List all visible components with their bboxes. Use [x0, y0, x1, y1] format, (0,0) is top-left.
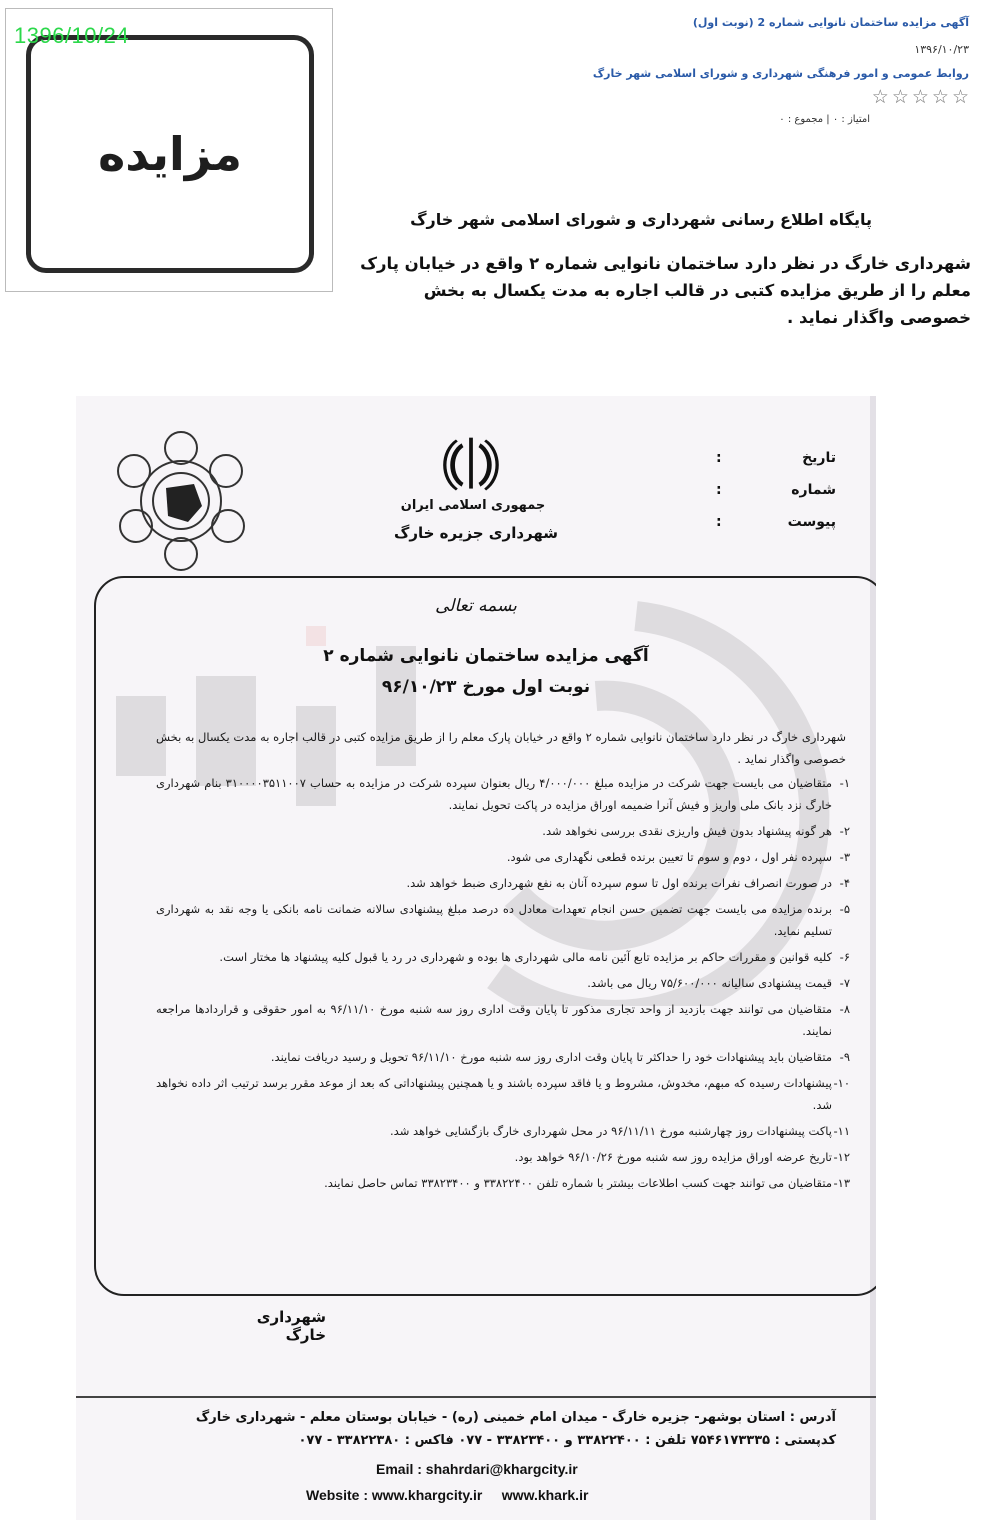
footer-email: Email : shahrdari@khargcity.ir: [376, 1461, 578, 1477]
attachment-label: پیوست: [787, 514, 836, 530]
thumbnail-date: 1396/10/24: [14, 23, 130, 48]
footer-divider: [76, 1396, 876, 1398]
rating-summary: امتیاز : ۰ | مجموع : ۰: [779, 114, 870, 125]
auction-card: [26, 35, 314, 273]
star-icon[interactable]: ☆: [891, 86, 909, 108]
letter-intro: شهرداری خارگ در نظر دارد ساختمان نانوایی شماره ۲ واقع در خیابان پارک معلم را از طریق مزایده کتبی در قالب اجاره به مدت یکسال به بخش خصوصی واگذار نماید .: [156, 730, 846, 766]
intro-paragraph: شهرداری خارگ در نظر دارد ساختمان نانوایی شماره ۲ واقع در خیابان پارک معلم را از طریق مزایده کتبی در قالب اجاره به مدت یکسال به بخش خصوصی واگذار نماید .: [360, 254, 971, 327]
auction-word: مزایده: [98, 127, 242, 181]
site-name: پایگاه اطلاع رسانی شهرداری و شورای اسلامی شهر خارگ: [410, 210, 872, 229]
letter-meta: تاریخ : شماره : پیوست :: [716, 450, 836, 546]
footer-website: Website : www.khargcity.ir www.khark.ir: [306, 1487, 589, 1503]
list-item: ۹- متقاضیان باید پیشنهادات خود را حداکثر تا پایان وقت اداری روز سه شنبه مورخ ۹۶/۱۱/۱۰ تحویل و رسید دریافت نمایند.: [270, 1050, 850, 1064]
emblem-caption: جمهوری اسلامی ایران: [400, 498, 546, 513]
list-item: ۱۲- تاریخ عرضه اوراق مزایده روز سه شنبه مورخ ۹۶/۱۰/۲۶ خواهد بود.: [514, 1150, 850, 1164]
letter-body: [156, 726, 850, 1198]
star-icon[interactable]: ☆: [931, 86, 949, 108]
news-title[interactable]: آگهی مزایده ساختمان نانوایی شماره 2 (نوبت اول): [692, 16, 969, 29]
footer-web: [306, 1461, 726, 1513]
conditions-list: [156, 772, 850, 1194]
municipality-seal-icon: [106, 426, 256, 576]
news-department[interactable]: روابط عمومی و امور فرهنگی شهرداری و شورای اسلامی شهر خارگ: [592, 67, 969, 80]
signature: شهرداری خارگ: [256, 1308, 326, 1344]
star-icon[interactable]: ☆: [911, 86, 929, 108]
thumbnail-image[interactable]: [5, 8, 333, 292]
star-icon[interactable]: ☆: [951, 86, 969, 108]
rating-stars: [872, 88, 969, 107]
list-item: ۴- در صورت انصراف نفرات برنده اول تا سوم سپرده آنان به نفع شهرداری ضبط خواهد شد.: [406, 876, 850, 890]
list-item: ۱۰- پیشنهادات رسیده که مبهم، مخدوش، مشروط و یا فاقد سپرده باشند و یا همچنین پیشنهاداتی که بعد از موعد مقرر برسد ترتیب اثر داده نخواهد شد.: [156, 1076, 850, 1112]
number-label: شماره: [791, 482, 836, 498]
municipality-name: شهرداری جزیره خارگ: [393, 524, 559, 542]
list-item: ۸- متقاضیان می توانند جهت بازدید از واحد تجاری مذکور تا پایان وقت اداری روز سه شنبه مورخ ۹۶/۱۱/۱۰ به امور حقوقی و قراردادها مراجعه نمایند.: [156, 1002, 850, 1038]
auction-title: آگهی مزایده ساختمان نانوایی شماره ۲: [323, 646, 649, 666]
letter-footer: [116, 1406, 836, 1452]
basmala: بسمه تعالی: [435, 596, 517, 616]
footer-contact: کدپستی : ۷۵۴۶۱۷۳۳۳۵ تلفن : ۳۳۸۲۲۴۰۰ و ۳۳۸۲۳۴۰۰ - ۰۷۷ فاکس : ۳۳۸۲۲۳۸۰ - ۰۷۷: [298, 1433, 836, 1448]
list-item: ۶- کلیه قوانین و مقررات حاکم بر مزایده تابع آئین نامه مالی شهرداری ها بوده و شهرداری در رد یا قبول کلیه پیشنهاد ها مختار است.: [219, 950, 850, 964]
list-item: ۱۱- پاکت پیشنهادات روز چهارشنبه مورخ ۹۶/۱۱/۱۱ در محل شهرداری خارگ بازگشایی خواهد شد.: [390, 1124, 850, 1138]
list-item: ۱- متقاضیان می بایست جهت شرکت در مزایده مبلغ ۴/۰۰۰/۰۰۰ ریال بعنوان سپرده شرکت در مزایده به حساب ۳۱۰۰۰۰۳۵۱۱۰۰۷ بنام شهرداری خارگ نزد بانک ملی واریز و فیش آنرا ضمیمه اوراق مزایده در پاکت تحویل نمایند.: [156, 776, 850, 812]
iran-emblem-icon: [431, 432, 511, 498]
news-header: [369, 16, 969, 80]
date-label: تاریخ: [802, 450, 836, 466]
footer-address: آدرس : استان بوشهر- جزیره خارگ - میدان امام خمینی (ره) - خیابان بوستان معلم - شهرداری خارگ: [195, 1410, 836, 1425]
list-item: ۱۳- متقاضیان می توانند جهت کسب اطلاعات بیشتر با شماره تلفن ۳۳۸۲۲۴۰۰ و ۳۳۸۲۳۴۰۰ تماس حاصل نمایند.: [324, 1176, 850, 1190]
news-date: ۱۳۹۶/۱۰/۲۳: [914, 43, 969, 56]
auction-subtitle: نوبت اول مورخ ۹۶/۱۰/۲۳: [381, 677, 591, 697]
star-icon[interactable]: ☆: [871, 86, 889, 108]
list-item: ۲- هر گونه پیشنهاد بدون فیش واریزی نقدی بررسی نخواهد شد.: [542, 824, 850, 838]
scanned-letter: [76, 396, 876, 1520]
list-item: ۷- قیمت پیشنهادی سالیانه ۷۵/۶۰۰/۰۰۰ ریال می باشد.: [587, 976, 850, 990]
list-item: ۵- برنده مزایده می بایست جهت تضمین حسن انجام تعهدات معادل ده درصد مبلغ پیشنهادی سالانه ضمانت نامه بانکی یا وجه نقد به شهرداری تسلیم نماید.: [156, 902, 850, 938]
list-item: ۳- سپرده نفر اول ، دوم و سوم تا تعیین برنده قطعی نگهداری می شود.: [506, 850, 850, 864]
